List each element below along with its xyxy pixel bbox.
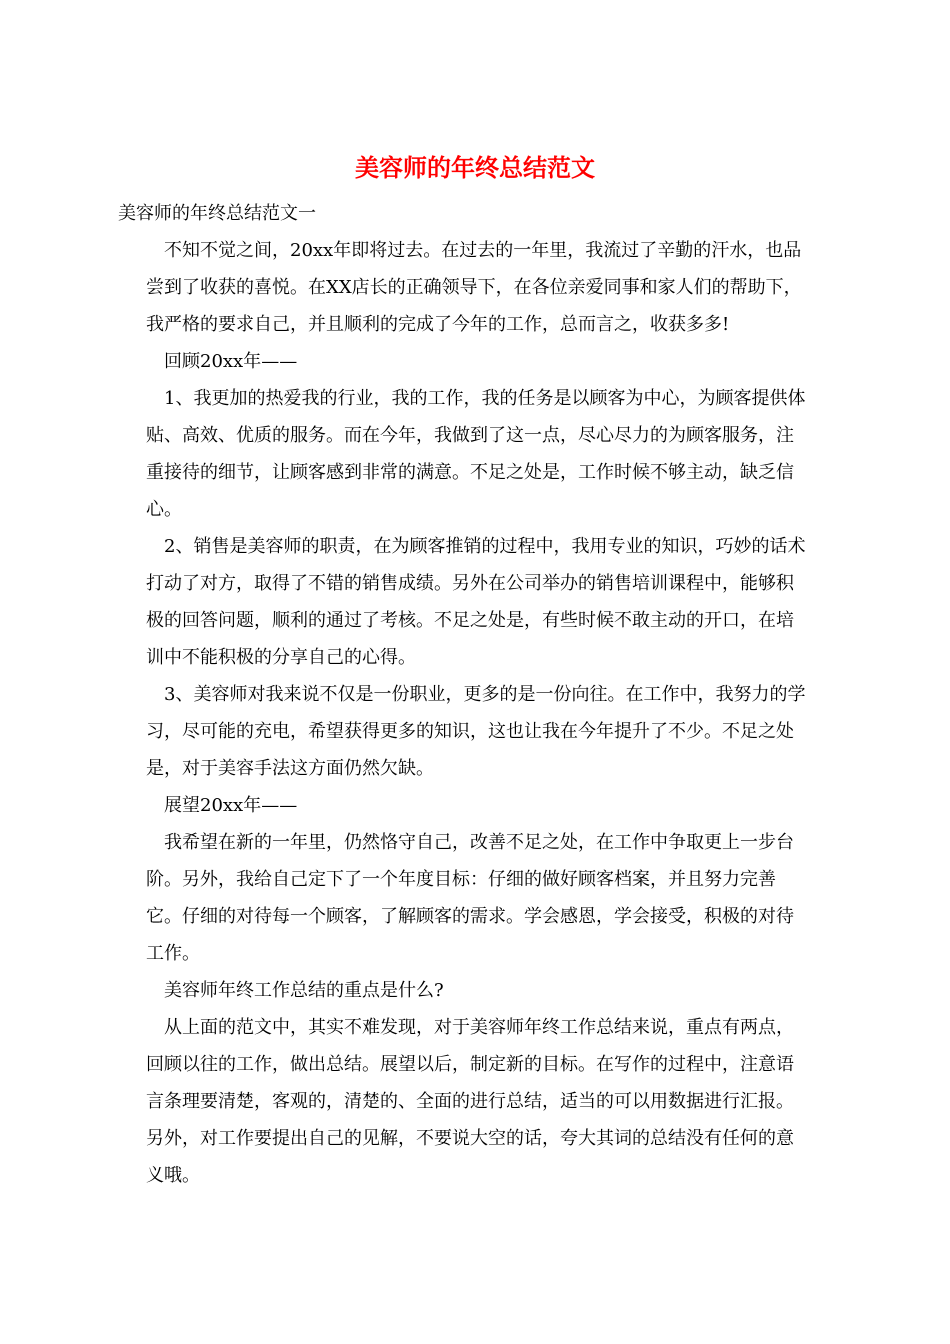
paragraph-outlook: 我希望在新的一年里，仍然恪守自己，改善不足之处，在工作中争取更上一步台阶。另外，我给自己定下了一个年度目标：仔细的做好顾客档案，并且努力完善它。仔细的对待每一个顾客，了解顾客的需求。学会感恩，学会接受，积极的对待工作。 [146,832,794,964]
paragraph-point-3: 3、美容师对我来说不仅是一份职业，更多的是一份向往。在工作中，我努力的学习，尽可能的充电，希望获得更多的知识，这也让我在今年提升了不少。不足之处是，对于美容手法这方面仍然欠缺。 [146,684,806,779]
section-heading: 美容师的年终总结范文一 [118,203,316,224]
section-heading-outlook: 展望20xx年—— [164,795,298,816]
paragraph-point-2: 2、销售是美容师的职责，在为顾客推销的过程中，我用专业的知识，巧妙的话术打动了对方，取得了不错的销售成绩。另外在公司举办的销售培训课程中，能够积极的回答问题，顺利的通过了考核。不足之处是，有些时候不敢主动的开口，在培训中不能积极的分享自己的心得。 [146,536,806,668]
document-title: 美容师的年终总结范文 [355,153,595,182]
paragraph-key-points: 从上面的范文中，其实不难发现，对于美容师年终工作总结来说，重点有两点，回顾以往的工作，做出总结。展望以后，制定新的目标。在写作的过程中，注意语言条理要清楚，客观的，清楚的、全面的进行总结，适当的可以用数据进行汇报。另外，对工作要提出自己的见解，不要说大空的话，夸大其词的总结没有任何的意义哦。 [146,1017,794,1186]
section-heading-review: 回顾20xx年—— [164,351,298,372]
section-heading-key-points: 美容师年终工作总结的重点是什么? [164,980,444,1001]
paragraph-point-1: 1、我更加的热爱我的行业，我的工作，我的任务是以顾客为中心，为顾客提供体贴、高效、优质的服务。而在今年，我做到了这一点，尽心尽力的为顾客服务，注重接待的细节，让顾客感到非常的满意。不足之处是，工作时候不够主动，缺乏信心。 [146,388,806,520]
paragraph-intro: 不知不觉之间，20xx年即将过去。在过去的一年里，我流过了辛勤的汗水，也品尝到了收获的喜悦。在XX店长的正确领导下，在各位亲爱同事和家人们的帮助下，我严格的要求自己，并且顺利的完成了今年的工作，总而言之，收获多多! [146,240,802,335]
document-body [118,195,811,1194]
